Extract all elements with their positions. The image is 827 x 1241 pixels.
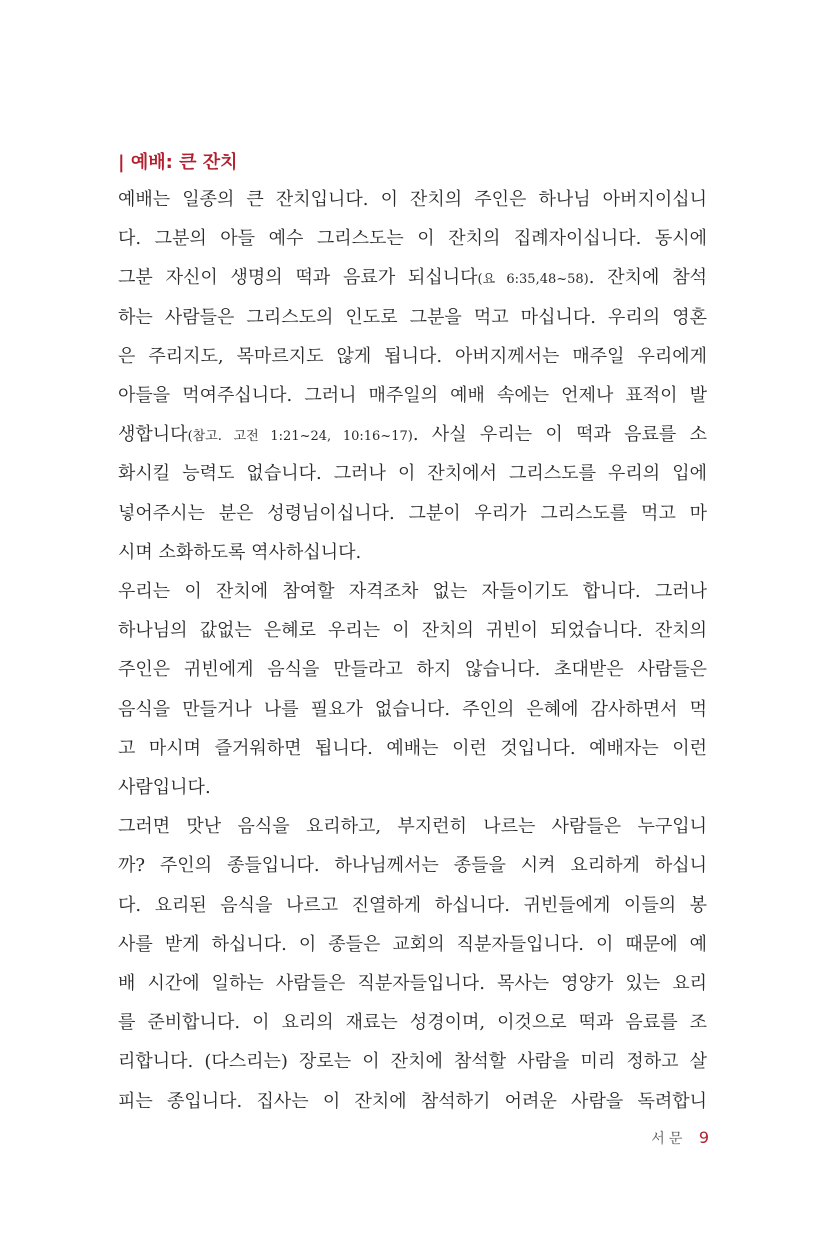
text-line: 시며 소화하도록 역사하십니다. xyxy=(118,541,362,563)
page-footer xyxy=(651,1128,709,1148)
section-heading: | 예배: 큰 잔치 xyxy=(118,152,238,173)
text-line: 하는 사람들은 그리스도의 인도로 그분을 먹고 마십니다. 우리의 영혼 xyxy=(118,306,707,328)
text-line: 그러면 맛난 음식을 요리하고, 부지런히 나르는 사람들은 누구입니 xyxy=(118,816,707,838)
chapter-label: 서문 xyxy=(651,1131,687,1147)
text-line: 아들을 먹여주십니다. 그러니 매주일의 예배 속에는 언제나 표적이 발 xyxy=(118,385,707,406)
text-line: 다. 그분의 아들 예수 그리스도는 이 잔치의 집례자이십니다. 동시에 xyxy=(118,228,707,250)
text-line: 하나님의 값없는 은혜로 우리는 이 잔치의 귀빈이 되었습니다. 잔치의 xyxy=(118,620,707,642)
page-number: 9 xyxy=(698,1128,709,1147)
text-line: 까? 주인의 종들입니다. 하나님께서는 종들을 시켜 요리하게 하십니 xyxy=(118,855,707,877)
text-line: 배 시간에 일하는 사람들은 직분자들입니다. 목사는 영양가 있는 요리 xyxy=(118,973,707,994)
text-segment: . 잔치에 참석 xyxy=(588,267,707,289)
text-line: 피는 종입니다. 집사는 이 잔치에 참석하기 어려운 사람을 독려합니 xyxy=(118,1090,707,1112)
text-line: 를 준비합니다. 이 요리의 재료는 성경이며, 이것으로 떡과 음료를 조 xyxy=(118,1012,707,1034)
text-line: 고 마시며 즐거워하면 됩니다. 예배는 이런 것입니다. 예배자는 이런 xyxy=(118,737,707,759)
scripture-reference: (요 6:35,48~58) xyxy=(477,272,589,288)
scripture-reference: (참고. 고전 1:21~24, 10:16~17) xyxy=(187,429,413,445)
text-line: 사람입니다. xyxy=(118,777,211,798)
text-line: 사를 받게 하십니다. 이 종들은 교회의 직분자들입니다. 이 때문에 예 xyxy=(118,933,707,955)
text-segment: 그분 자신이 생명의 떡과 음료가 되십니다 xyxy=(118,267,478,289)
text-line xyxy=(118,423,707,447)
text-line: 화시킬 능력도 없습니다. 그러나 이 잔치에서 그리스도를 우리의 입에 xyxy=(118,463,707,485)
text-line: 리합니다. (다스리는) 장로는 이 잔치에 참석할 사람을 미리 정하고 살 xyxy=(118,1051,707,1073)
text-line: 은 주리지도, 목마르지도 않게 됩니다. 아버지께서는 매주일 우리에게 xyxy=(118,345,707,367)
text-line xyxy=(118,266,707,290)
text-line: 우리는 이 잔치에 참여할 자격조차 없는 자들이기도 합니다. 그러나 xyxy=(118,581,707,602)
text-line: 주인은 귀빈에게 음식을 만들라고 하지 않습니다. 초대받은 사람들은 xyxy=(118,659,707,681)
text-segment: . 사실 우리는 이 떡과 음료를 소 xyxy=(412,424,707,446)
text-segment: 생합니다 xyxy=(118,424,188,446)
text-line: 예배는 일종의 큰 잔치입니다. 이 잔치의 주인은 하나님 아버지이십니 xyxy=(118,189,707,210)
text-line: 다. 요리된 음식을 나르고 진열하게 하십니다. 귀빈들에게 이들의 봉 xyxy=(118,894,707,916)
text-line: 음식을 만들거나 나를 필요가 없습니다. 주인의 은혜에 감사하면서 먹 xyxy=(118,698,707,720)
text-line: 넣어주시는 분은 성령님이십니다. 그분이 우리가 그리스도를 먹고 마 xyxy=(118,502,707,524)
